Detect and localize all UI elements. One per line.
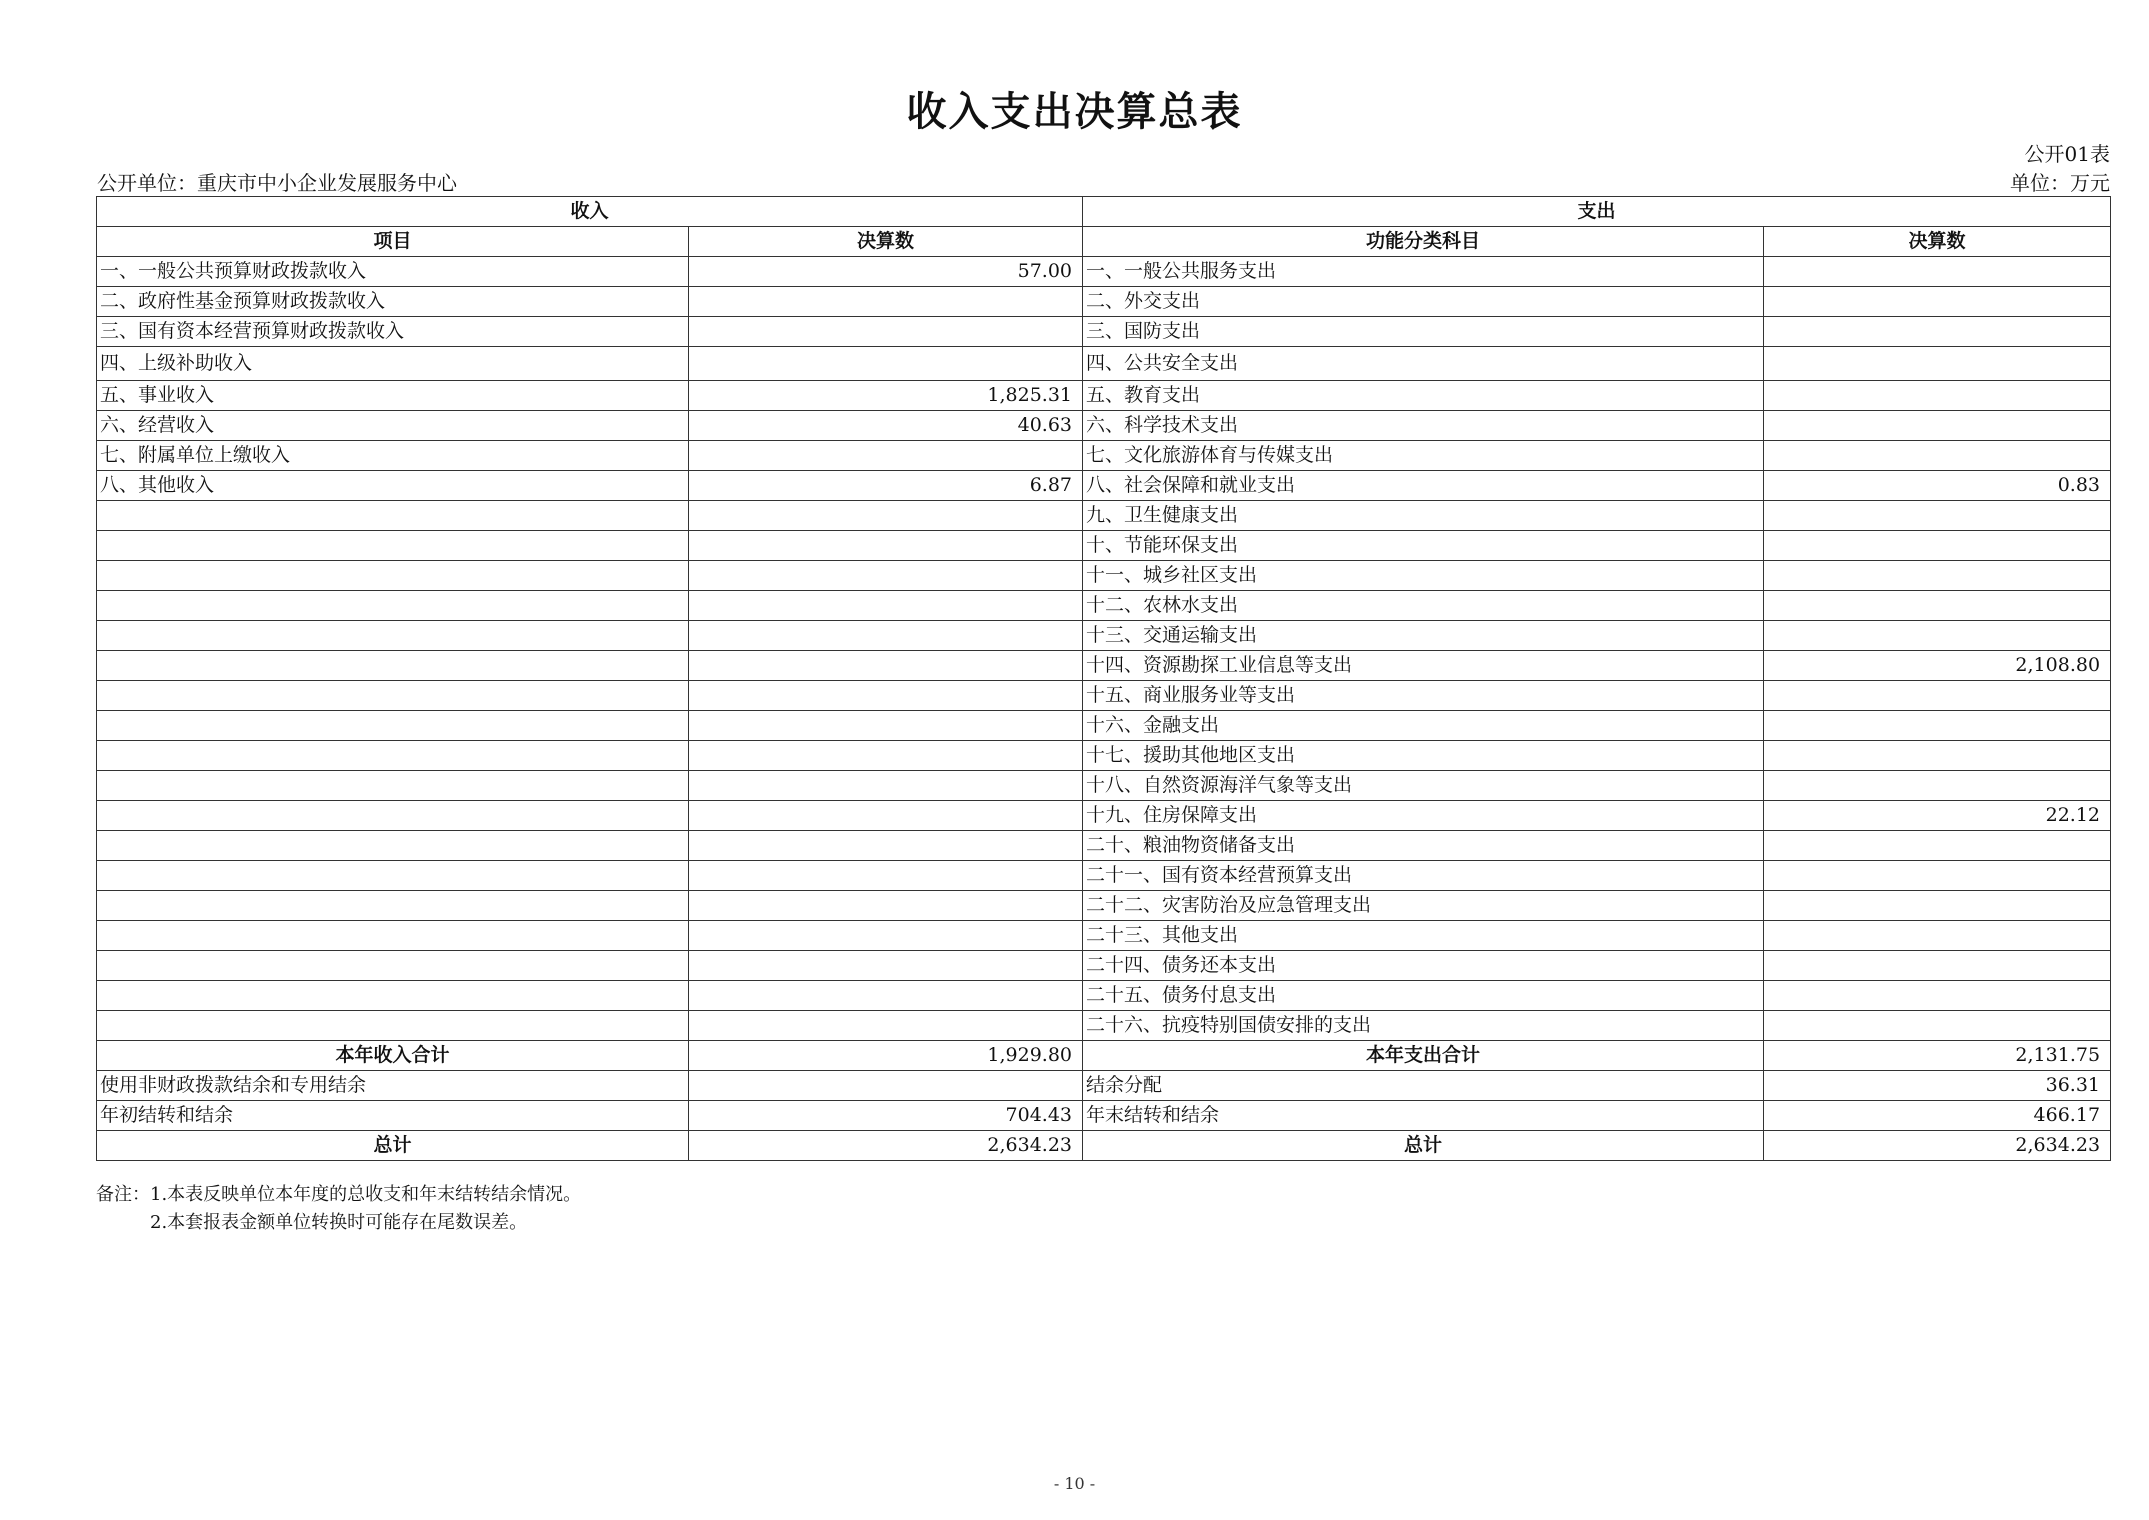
grand-total-income-label: 总计 [97,1131,689,1161]
grand-total-row [97,1131,2111,1161]
income-item-cell: 四、上级补助收入 [97,347,689,381]
income-amount-cell: 1,825.31 [689,381,1083,411]
expense-amount-cell [1764,861,2111,891]
expense-amount-cell [1764,951,2111,981]
expense-amount-cell [1764,711,2111,741]
income-item-cell [97,501,689,531]
income-amount-cell: 57.00 [689,257,1083,287]
expense-item-cell: 二十一、国有资本经营预算支出 [1083,861,1764,891]
income-amount-cell: 6.87 [689,471,1083,501]
table-row [97,317,2111,347]
income-item-cell [97,531,689,561]
table-row [97,257,2111,287]
income-amount-cell [689,621,1083,651]
begin-carryover-label: 年初结转和结余 [97,1101,689,1131]
expense-item-cell: 一、一般公共服务支出 [1083,257,1764,287]
table-row [97,381,2111,411]
section-header-row [97,197,2111,227]
expense-amount-cell [1764,681,2111,711]
expense-total-value: 2,131.75 [1764,1041,2111,1071]
income-item-cell [97,1011,689,1041]
income-item-cell [97,651,689,681]
surplus-distribution-label: 结余分配 [1083,1071,1764,1101]
income-amount-cell [689,651,1083,681]
income-amount-cell [689,801,1083,831]
expense-amount-cell [1764,317,2111,347]
grand-total-income-value: 2,634.23 [689,1131,1083,1161]
income-expense-table [96,196,2111,1161]
expense-item-cell: 十一、城乡社区支出 [1083,561,1764,591]
expense-amount-cell [1764,921,2111,951]
expense-amount-cell [1764,891,2111,921]
expense-item-cell: 二十、粮油物资储备支出 [1083,831,1764,861]
expense-amount-cell [1764,441,2111,471]
expense-item-cell: 五、教育支出 [1083,381,1764,411]
income-amount-cell [689,741,1083,771]
income-item-cell [97,711,689,741]
expense-section-header: 支出 [1083,197,2111,227]
income-total-label: 本年收入合计 [97,1041,689,1071]
table-row [97,921,2111,951]
expense-amount-cell [1764,381,2111,411]
table-row [97,951,2111,981]
table-row [97,531,2111,561]
expense-item-cell: 十五、商业服务业等支出 [1083,681,1764,711]
grand-total-expense-value: 2,634.23 [1764,1131,2111,1161]
income-section-header: 收入 [97,197,1083,227]
expense-amount-cell [1764,561,2111,591]
income-amount-cell [689,441,1083,471]
income-item-cell: 一、一般公共预算财政拨款收入 [97,257,689,287]
table-row [97,861,2111,891]
expense-item-cell: 十七、援助其他地区支出 [1083,741,1764,771]
column-header-item: 项目 [97,227,689,257]
table-row [97,561,2111,591]
income-total-value: 1,929.80 [689,1041,1083,1071]
note-2: 2.本套报表金额单位转换时可能存在尾数误差。 [150,1212,528,1233]
expense-item-cell: 十四、资源勘探工业信息等支出 [1083,651,1764,681]
income-amount-cell [689,561,1083,591]
table-row [97,741,2111,771]
income-amount-cell [689,1011,1083,1041]
annual-total-row [97,1041,2111,1071]
expense-item-cell: 二十四、债务还本支出 [1083,951,1764,981]
expense-total-label: 本年支出合计 [1083,1041,1764,1071]
column-header-amount-expense: 决算数 [1764,227,2111,257]
expense-amount-cell [1764,347,2111,381]
page-number: - 10 - [1053,1474,1096,1493]
expense-item-cell: 十二、农林水支出 [1083,591,1764,621]
income-amount-cell [689,317,1083,347]
table-row [97,891,2111,921]
income-amount-cell: 40.63 [689,411,1083,441]
nonfiscal-surplus-label: 使用非财政拨款结余和专用结余 [97,1071,689,1101]
table-row [97,621,2111,651]
expense-item-cell: 二十五、债务付息支出 [1083,981,1764,1011]
expense-item-cell: 二十二、灾害防治及应急管理支出 [1083,891,1764,921]
income-item-cell: 五、事业收入 [97,381,689,411]
table-row [97,287,2111,317]
income-amount-cell [689,591,1083,621]
expense-amount-cell [1764,501,2111,531]
expense-item-cell: 十六、金融支出 [1083,711,1764,741]
table-row [97,981,2111,1011]
expense-amount-cell [1764,257,2111,287]
expense-item-cell: 十八、自然资源海洋气象等支出 [1083,771,1764,801]
income-item-cell [97,621,689,651]
table-row [97,591,2111,621]
income-item-cell [97,801,689,831]
table-row [97,711,2111,741]
income-item-cell [97,951,689,981]
income-item-cell: 七、附属单位上缴收入 [97,441,689,471]
expense-amount-cell [1764,981,2111,1011]
income-item-cell [97,771,689,801]
expense-item-cell: 十三、交通运输支出 [1083,621,1764,651]
income-amount-cell [689,287,1083,317]
expense-item-cell: 九、卫生健康支出 [1083,501,1764,531]
table-row [97,771,2111,801]
income-item-cell [97,741,689,771]
form-number: 公开01表 [2024,142,2110,166]
income-item-cell [97,861,689,891]
expense-amount-cell [1764,831,2111,861]
column-header-amount: 决算数 [689,227,1083,257]
expense-amount-cell [1764,287,2111,317]
expense-amount-cell: 22.12 [1764,801,2111,831]
income-amount-cell [689,951,1083,981]
table-row [97,411,2111,441]
end-carryover-label: 年末结转和结余 [1083,1101,1764,1131]
income-item-cell [97,831,689,861]
begin-carryover-value: 704.43 [689,1101,1083,1131]
expense-item-cell: 三、国防支出 [1083,317,1764,347]
expense-amount-cell [1764,621,2111,651]
expense-amount-cell: 2,108.80 [1764,651,2111,681]
income-item-cell: 六、经营收入 [97,411,689,441]
income-amount-cell [689,771,1083,801]
income-amount-cell [689,891,1083,921]
income-item-cell [97,921,689,951]
expense-item-cell: 四、公共安全支出 [1083,347,1764,381]
income-item-cell [97,891,689,921]
expense-item-cell: 八、社会保障和就业支出 [1083,471,1764,501]
income-amount-cell [689,831,1083,861]
income-item-cell: 三、国有资本经营预算财政拨款收入 [97,317,689,347]
expense-amount-cell [1764,531,2111,561]
expense-amount-cell [1764,411,2111,441]
table-row [97,1011,2111,1041]
income-item-cell [97,981,689,1011]
income-amount-cell [689,921,1083,951]
expense-amount-cell [1764,741,2111,771]
surplus-row [97,1071,2111,1101]
expense-amount-cell [1764,771,2111,801]
page-title: 收入支出决算总表 [906,88,1243,135]
table-row [97,441,2111,471]
income-amount-cell [689,861,1083,891]
expense-item-cell: 二十六、抗疫特别国债安排的支出 [1083,1011,1764,1041]
expense-amount-cell [1764,591,2111,621]
table-row [97,681,2111,711]
expense-item-cell: 六、科学技术支出 [1083,411,1764,441]
income-item-cell [97,561,689,591]
end-carryover-value: 466.17 [1764,1101,2111,1131]
expense-item-cell: 二、外交支出 [1083,287,1764,317]
table-row [97,801,2111,831]
table-row [97,471,2111,501]
expense-amount-cell [1764,1011,2111,1041]
expense-amount-cell: 0.83 [1764,471,2111,501]
column-header-row [97,227,2111,257]
reporting-unit: 公开单位：重庆市中小企业发展服务中心 [97,171,457,195]
income-amount-cell [689,501,1083,531]
carryover-row [97,1101,2111,1131]
surplus-distribution-value: 36.31 [1764,1071,2111,1101]
income-amount-cell [689,347,1083,381]
note-1: 备注：1.本表反映单位本年度的总收支和年末结转结余情况。 [96,1184,582,1205]
table-row [97,831,2111,861]
column-header-function-item: 功能分类科目 [1083,227,1764,257]
expense-item-cell: 七、文化旅游体育与传媒支出 [1083,441,1764,471]
income-amount-cell [689,681,1083,711]
income-item-cell [97,591,689,621]
nonfiscal-surplus-value [689,1071,1083,1101]
table-row [97,501,2111,531]
income-amount-cell [689,531,1083,561]
expense-item-cell: 二十三、其他支出 [1083,921,1764,951]
expense-item-cell: 十九、住房保障支出 [1083,801,1764,831]
grand-total-expense-label: 总计 [1083,1131,1764,1161]
expense-item-cell: 十、节能环保支出 [1083,531,1764,561]
income-amount-cell [689,981,1083,1011]
income-item-cell: 二、政府性基金预算财政拨款收入 [97,287,689,317]
table-row [97,651,2111,681]
income-amount-cell [689,711,1083,741]
income-item-cell: 八、其他收入 [97,471,689,501]
income-item-cell [97,681,689,711]
table-row [97,347,2111,381]
money-unit: 单位：万元 [2010,171,2110,195]
